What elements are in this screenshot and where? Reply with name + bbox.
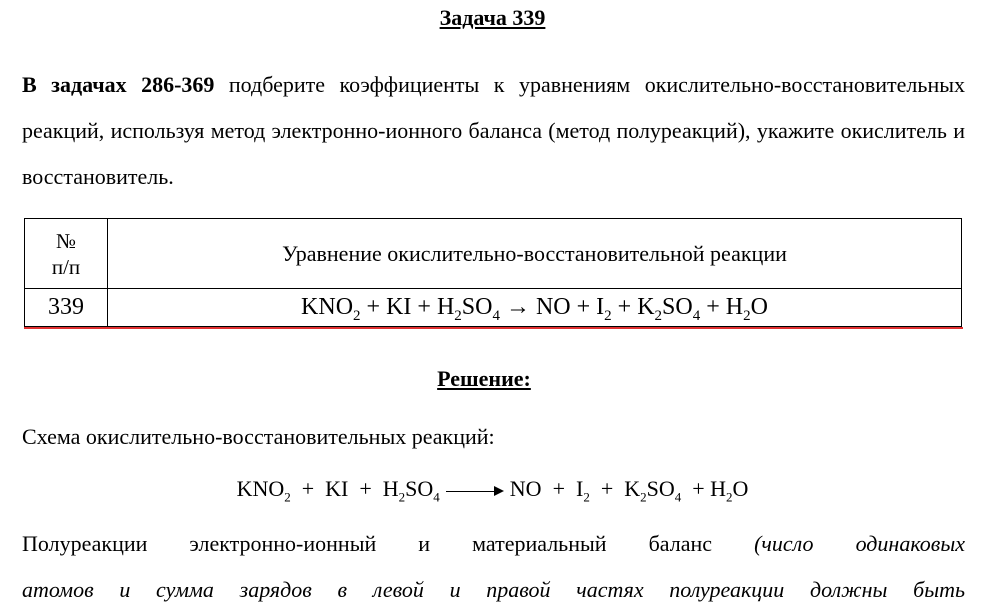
half-reactions-italic-2: атомов и сумма зарядов в левой и правой частях полуреакции должны быть — [22, 577, 965, 602]
reaction-scheme: $KNO_2$ + KI + $H_2SO_4$ NO + $I_2 + K_2SO_4 + H_2O$ — [236, 476, 749, 505]
half-reactions-italic-1: (число одинаковых — [754, 531, 965, 556]
task-range-bold: В задачах 286-369 — [22, 72, 215, 97]
table-row — [25, 289, 962, 327]
half-reactions-paragraph: Полуреакции электронно-ионный и материальный баланс (число одинаковых атомов и сумма зарядов в левой и правой частях полуреакции должны быть — [22, 531, 965, 602]
header-number-cell — [25, 219, 108, 289]
task-description-text: подберите коэффициенты к уравнениям окислительно-восстановительных реакций, используя метод электронно-ионного баланса (метод полуреакций), укажите окислитель и восстановитель. — [22, 72, 965, 189]
table-header-row — [25, 219, 962, 289]
long-arrow-icon — [446, 485, 504, 497]
task-table — [24, 218, 962, 327]
header-equation-cell: Уравнение окислительно-восстановительной реакции — [108, 219, 962, 289]
header-number-abbr: п/п — [51, 254, 81, 279]
reaction-arrow-icon: → — [499, 294, 536, 320]
header-number-sign: № — [55, 228, 77, 253]
solution-heading: Решение: — [437, 366, 531, 391]
spellcheck-underline — [24, 327, 963, 329]
task-description — [22, 62, 965, 200]
row-number-cell: 339 — [25, 289, 108, 327]
scheme-label: Схема окислительно-восстановительных реакций: — [22, 424, 495, 449]
task-title: Задача 339 — [439, 5, 546, 30]
row-equation-cell: $KNO_2$ + KI + $H_2SO_4$ → NO + $I_2 + K_2SO_4 + H_2O$ — [108, 289, 962, 327]
